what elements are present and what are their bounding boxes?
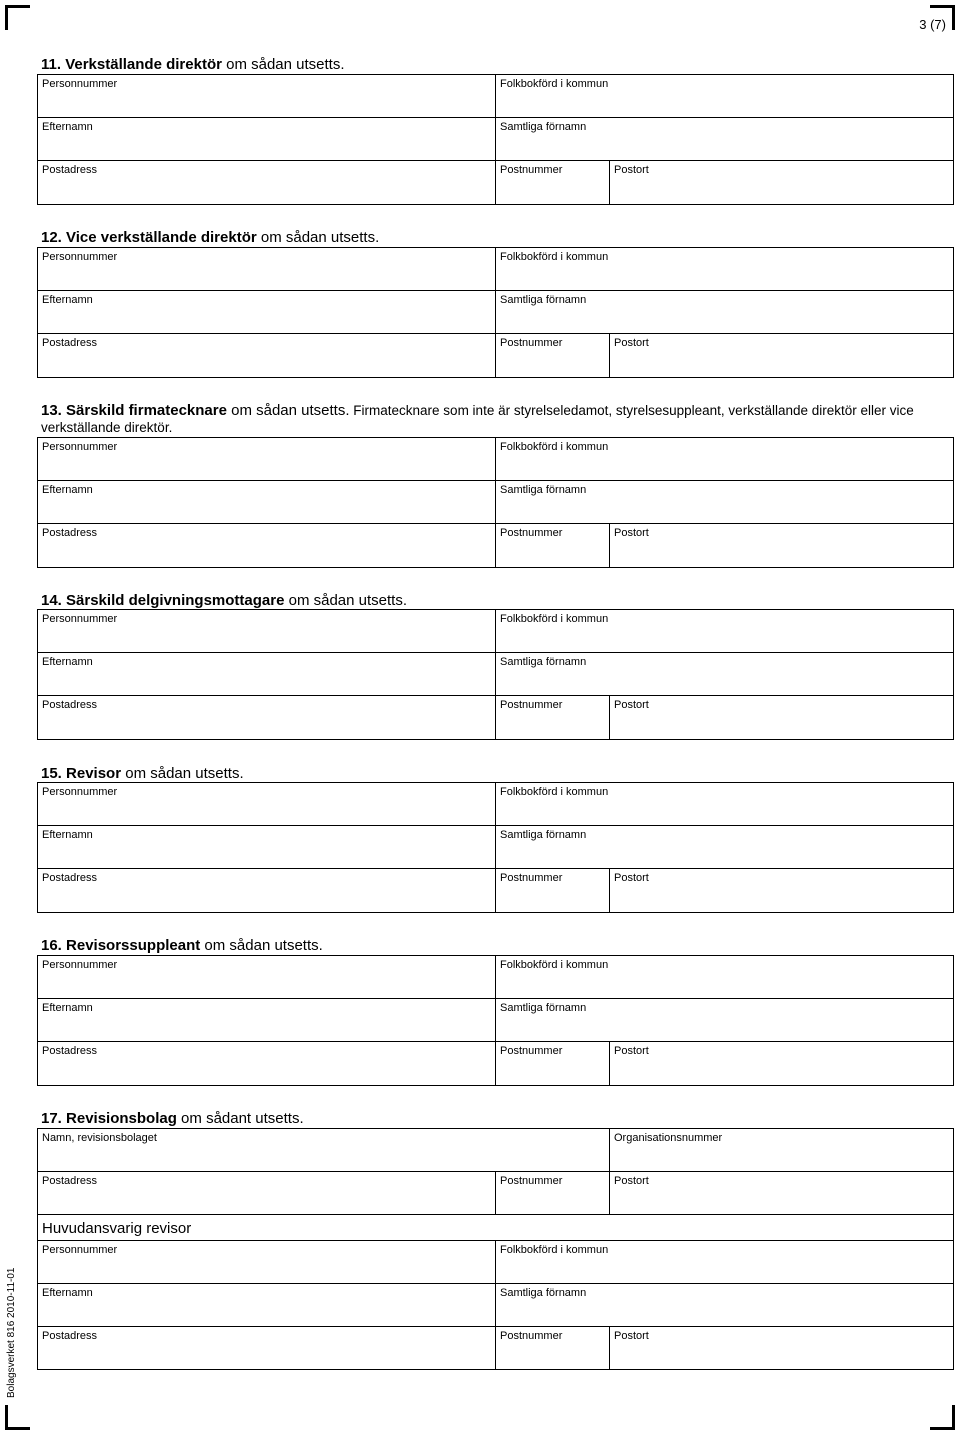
folkbokford-field[interactable]: Folkbokförd i kommun xyxy=(495,248,955,290)
form-row xyxy=(38,438,953,481)
revisionsbolag-name-field[interactable]: Namn, revisionsbolaget xyxy=(42,1132,157,1144)
personnummer-field[interactable]: Personnummer xyxy=(42,441,118,453)
form-row xyxy=(38,248,953,291)
postnummer-field[interactable]: Postnummer xyxy=(495,696,609,739)
corner-mark-bottom-left xyxy=(5,1405,30,1430)
form-row xyxy=(38,118,953,161)
postort-field[interactable]: Postort xyxy=(609,1042,955,1085)
section-12-heading: 12. Vice verkställande direktör om sådan utsetts. xyxy=(41,229,380,246)
huvudansvarig-label: Huvudansvarig revisor xyxy=(42,1220,192,1237)
form-row xyxy=(38,1172,953,1215)
fornamn-field[interactable]: Samtliga förnamn xyxy=(495,481,955,523)
form-row xyxy=(38,291,953,334)
postnummer-field[interactable]: Postnummer xyxy=(495,1172,609,1214)
form-row xyxy=(38,653,953,696)
form-row xyxy=(38,334,953,377)
form-row xyxy=(38,869,953,912)
postort-field[interactable]: Postort xyxy=(609,161,955,204)
fornamn-field[interactable]: Samtliga förnamn xyxy=(495,653,955,695)
form-row xyxy=(38,161,953,204)
section-11-form xyxy=(37,74,954,205)
huvudansvarig-row xyxy=(38,1215,953,1241)
efternamn-field[interactable]: Efternamn xyxy=(42,829,93,841)
fornamn-field[interactable]: Samtliga förnamn xyxy=(495,999,955,1041)
section-15-form xyxy=(37,782,954,913)
postadress-field[interactable]: Postadress xyxy=(42,1330,98,1342)
personnummer-field[interactable]: Personnummer xyxy=(42,78,118,90)
folkbokford-field[interactable]: Folkbokförd i kommun xyxy=(495,1241,955,1283)
postort-field[interactable]: Postort xyxy=(609,1327,955,1370)
postort-field[interactable]: Postort xyxy=(609,334,955,377)
efternamn-field[interactable]: Efternamn xyxy=(42,656,93,668)
organisationsnummer-field[interactable]: Organisationsnummer xyxy=(609,1129,955,1171)
page-number: 3 (7) xyxy=(919,17,946,32)
postadress-field[interactable]: Postadress xyxy=(42,527,98,539)
efternamn-field[interactable]: Efternamn xyxy=(42,1002,93,1014)
form-row xyxy=(38,999,953,1042)
postnummer-field[interactable]: Postnummer xyxy=(495,161,609,204)
postadress-field[interactable]: Postadress xyxy=(42,337,98,349)
section-14-form xyxy=(37,609,954,740)
postnummer-field[interactable]: Postnummer xyxy=(495,1042,609,1085)
postadress-field[interactable]: Postadress xyxy=(42,164,98,176)
form-id-side-text: Bolagsverket 816 2010-11-01 xyxy=(6,1267,17,1398)
form-row xyxy=(38,956,953,999)
form-row xyxy=(38,826,953,869)
form-row xyxy=(38,783,953,826)
section-13-heading: 13. Särskild firmatecknare om sådan utsetts. Firmatecknare som inte är styrelseledamot, styrelsesuppleant, verkställande direktör eller vice verkställande direktör. xyxy=(41,402,914,435)
postadress-field[interactable]: Postadress xyxy=(42,1045,98,1057)
form-row xyxy=(38,1042,953,1085)
form-row xyxy=(38,610,953,653)
corner-mark-bottom-right xyxy=(930,1405,955,1430)
efternamn-field[interactable]: Efternamn xyxy=(42,484,93,496)
section-12-form xyxy=(37,247,954,378)
postort-field[interactable]: Postort xyxy=(609,869,955,912)
section-14-heading: 14. Särskild delgivningsmottagare om sådan utsetts. xyxy=(41,592,408,609)
form-row xyxy=(38,696,953,739)
efternamn-field[interactable]: Efternamn xyxy=(42,1287,93,1299)
section-17-heading: 17. Revisionsbolag om sådant utsetts. xyxy=(41,1110,304,1127)
personnummer-field[interactable]: Personnummer xyxy=(42,613,118,625)
fornamn-field[interactable]: Samtliga förnamn xyxy=(495,118,955,160)
fornamn-field[interactable]: Samtliga förnamn xyxy=(495,291,955,333)
form-row xyxy=(38,1241,953,1284)
personnummer-field[interactable]: Personnummer xyxy=(42,786,118,798)
postadress-field[interactable]: Postadress xyxy=(42,1175,98,1187)
personnummer-field[interactable]: Personnummer xyxy=(42,959,118,971)
efternamn-field[interactable]: Efternamn xyxy=(42,294,93,306)
personnummer-field[interactable]: Personnummer xyxy=(42,251,118,263)
folkbokford-field[interactable]: Folkbokförd i kommun xyxy=(495,75,955,117)
postnummer-field[interactable]: Postnummer xyxy=(495,334,609,377)
postadress-field[interactable]: Postadress xyxy=(42,872,98,884)
folkbokford-field[interactable]: Folkbokförd i kommun xyxy=(495,783,955,825)
section-16-heading: 16. Revisorssuppleant om sådan utsetts. xyxy=(41,937,323,954)
form-row xyxy=(38,524,953,567)
form-row xyxy=(38,1129,953,1172)
fornamn-field[interactable]: Samtliga förnamn xyxy=(495,826,955,868)
folkbokford-field[interactable]: Folkbokförd i kommun xyxy=(495,956,955,998)
section-16-form xyxy=(37,955,954,1086)
postort-field[interactable]: Postort xyxy=(609,696,955,739)
folkbokford-field[interactable]: Folkbokförd i kommun xyxy=(495,438,955,480)
section-13-form xyxy=(37,437,954,568)
folkbokford-field[interactable]: Folkbokförd i kommun xyxy=(495,610,955,652)
personnummer-field[interactable]: Personnummer xyxy=(42,1244,118,1256)
section-17-form xyxy=(37,1128,954,1370)
corner-mark-top-left xyxy=(5,5,30,30)
form-row xyxy=(38,481,953,524)
postnummer-field[interactable]: Postnummer xyxy=(495,869,609,912)
postnummer-field[interactable]: Postnummer xyxy=(495,1327,609,1370)
form-row xyxy=(38,1284,953,1327)
form-row xyxy=(38,75,953,118)
form-row xyxy=(38,1327,953,1370)
postadress-field[interactable]: Postadress xyxy=(42,699,98,711)
postort-field[interactable]: Postort xyxy=(609,524,955,567)
efternamn-field[interactable]: Efternamn xyxy=(42,121,93,133)
section-15-heading: 15. Revisor om sådan utsetts. xyxy=(41,765,244,782)
postnummer-field[interactable]: Postnummer xyxy=(495,524,609,567)
fornamn-field[interactable]: Samtliga förnamn xyxy=(495,1284,955,1326)
section-11-heading: 11. Verkställande direktör om sådan utsetts. xyxy=(41,56,345,73)
postort-field[interactable]: Postort xyxy=(609,1172,955,1214)
